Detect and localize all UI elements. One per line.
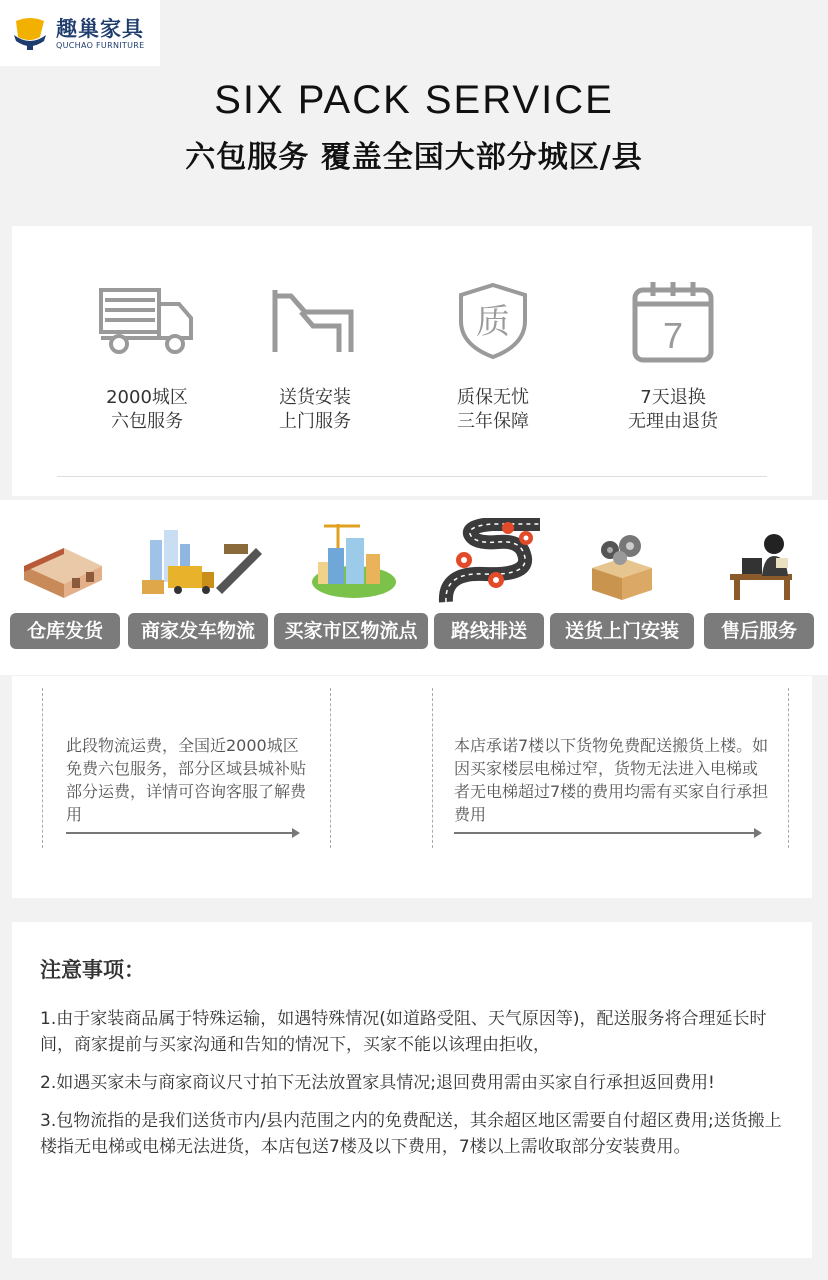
feature-line2: 六包服务 (111, 411, 183, 432)
brand-logo (0, 0, 160, 66)
step-label: 商家发车物流 (128, 613, 268, 649)
delivery-note: 本店承诺7楼以下货物免费配送搬货上楼。如因买家楼层电梯过窄，货物无法进入电梯或者无电梯超过7楼的费用均需有买家自行承担费用 (454, 736, 769, 824)
quality-shield-icon (453, 281, 533, 361)
step-label: 送货上门安装 (550, 613, 694, 649)
feature-line2: 上门服务 (279, 411, 351, 432)
delivery-steps (0, 500, 828, 675)
feature-line2: 无理由退货 (628, 411, 718, 432)
logo-name-en: QUCHAO FURNITURE (56, 40, 145, 50)
step-label: 仓库发货 (10, 613, 120, 649)
calendar-icon (631, 278, 715, 364)
shield-char: 质 (476, 302, 510, 342)
arrow-right-icon (66, 832, 298, 834)
dashed-divider (330, 688, 331, 848)
freight-note: 此段物流运费，全国近2000城区免费六包服务，部分区域县城补贴部分运费，详情可咨询客服了解费用 (66, 736, 307, 824)
notes-panel (12, 922, 812, 1258)
feature-line1: 质保无忧 (457, 387, 529, 408)
customer-service-icon (704, 518, 814, 603)
note-item: 3.包物流指的是我们送货市内/县内范围之内的免费配送，其余超区地区需要自付超区费用;送货搬上楼指无电梯或电梯无法进货，本店包送7楼及以下费用，7楼以上需收取部分安装费用。 (40, 1111, 782, 1157)
step-label: 售后服务 (704, 613, 814, 649)
city-icon (274, 518, 428, 603)
truck-icon (97, 286, 197, 356)
note-item: 2.如遇买家未与商家商议尺寸拍下无法放置家具情况;退回费用需由买家自行承担返回费用! (40, 1073, 715, 1093)
warehouse-icon (10, 518, 120, 603)
calendar-day: 7 (662, 315, 684, 356)
note-item: 1.由于家装商品属于特殊运输，如遇特殊情况(如道路受阻、天气原因等)，配送服务将合理延长时间，商家提前与买家沟通和告知的情况下，买家不能以该理由拒收， (40, 1009, 767, 1055)
page-title: SIX PACK SERVICE (214, 78, 614, 122)
install-icon (265, 286, 365, 356)
feature-line1: 2000城区 (106, 387, 188, 408)
feature-line1: 送货安装 (279, 387, 351, 408)
dashed-divider (42, 688, 43, 848)
delivery-box-icon (550, 518, 694, 603)
dashed-divider (432, 688, 433, 848)
arrow-right-icon (454, 832, 760, 834)
shipping-info-panel (12, 676, 812, 898)
logistics-truck-icon (128, 518, 268, 603)
logo-name-cn: 趣巢家具 (56, 16, 144, 41)
features-panel (12, 226, 812, 496)
page-subtitle: 六包服务 覆盖全国大部分城区/县 (185, 140, 643, 175)
notes-title: 注意事项： (40, 958, 145, 982)
feature-line2: 三年保障 (457, 411, 529, 432)
step-label: 买家市区物流点 (274, 613, 428, 649)
feature-item (72, 276, 222, 434)
dashed-divider (788, 688, 789, 848)
route-icon (434, 518, 544, 603)
feature-item (598, 276, 748, 434)
divider (57, 476, 767, 477)
feature-item (240, 276, 390, 434)
chair-logo-icon (10, 13, 50, 53)
step-label: 路线排送 (434, 613, 544, 649)
feature-line1: 7天退换 (640, 387, 706, 408)
feature-item (418, 276, 568, 434)
